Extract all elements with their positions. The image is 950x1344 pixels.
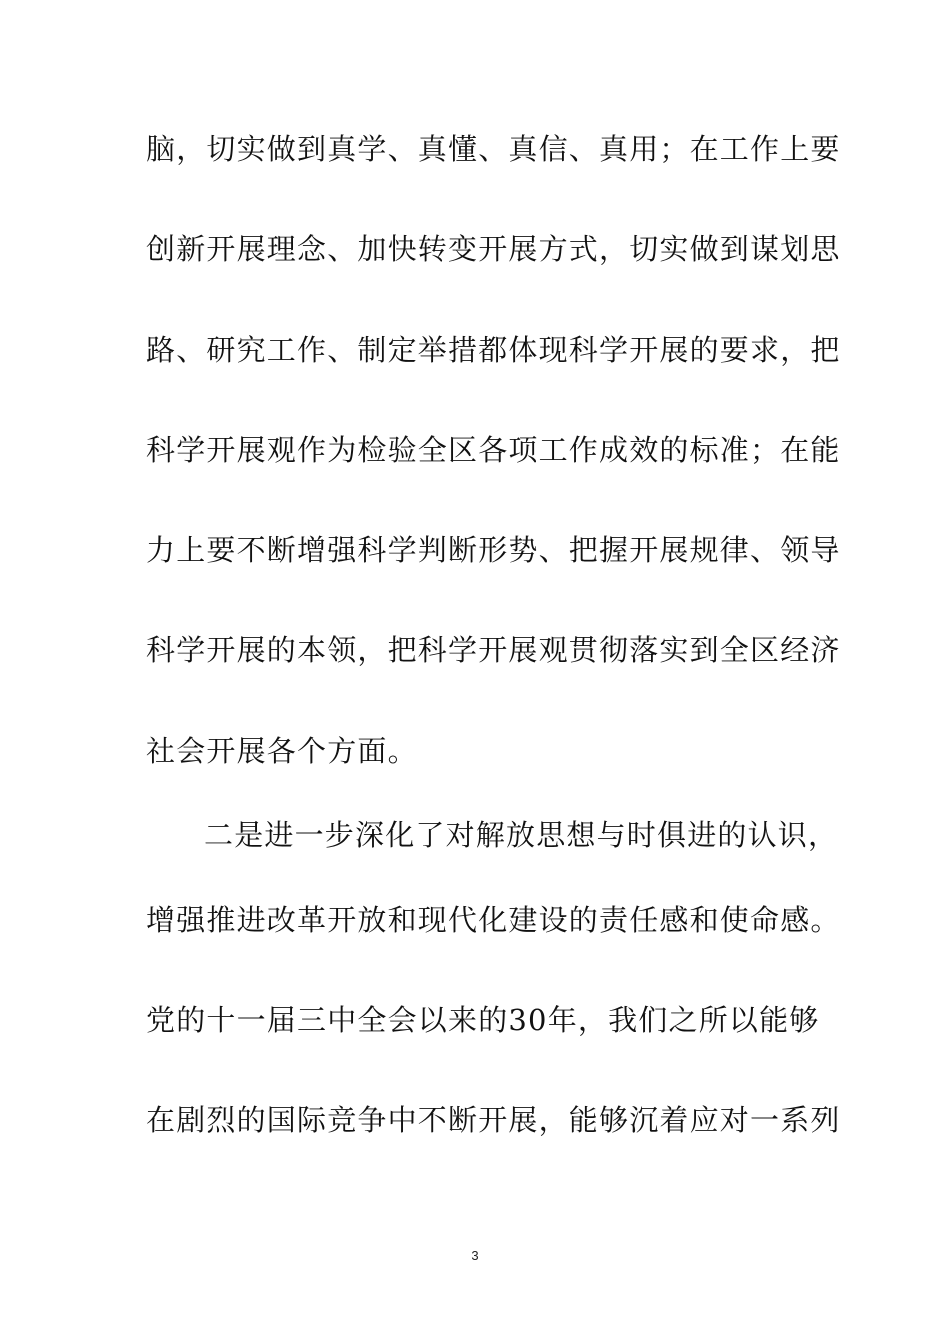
body-text-line: 增强推进改革开放和现代化建设的责任感和使命感。: [146, 903, 841, 937]
body-text-line: 路、研究工作、制定举措都体现科学开展的要求，把: [146, 333, 841, 367]
paragraph-first-line: 二是进一步深化了对解放思想与时俱进的认识，: [204, 818, 839, 852]
page-number: 3: [471, 1248, 479, 1263]
body-text-line: 党的十一届三中全会以来的30年，我们之所以能够: [146, 1003, 820, 1037]
body-text-line: 科学开展观作为检验全区各项工作成效的标准；在能: [146, 433, 841, 467]
body-text-line: 科学开展的本领，把科学开展观贯彻落实到全区经济: [146, 633, 841, 667]
body-text-line: 力上要不断增强科学判断形势、把握开展规律、领导: [146, 533, 841, 567]
body-text-line: 在剧烈的国际竞争中不断开展，能够沉着应对一系列: [146, 1103, 841, 1137]
body-text-line: 创新开展理念、加快转变开展方式，切实做到谋划思: [146, 232, 841, 266]
body-text-line: 社会开展各个方面。: [146, 734, 418, 768]
body-text-line: 脑，切实做到真学、真懂、真信、真用；在工作上要: [146, 132, 841, 166]
